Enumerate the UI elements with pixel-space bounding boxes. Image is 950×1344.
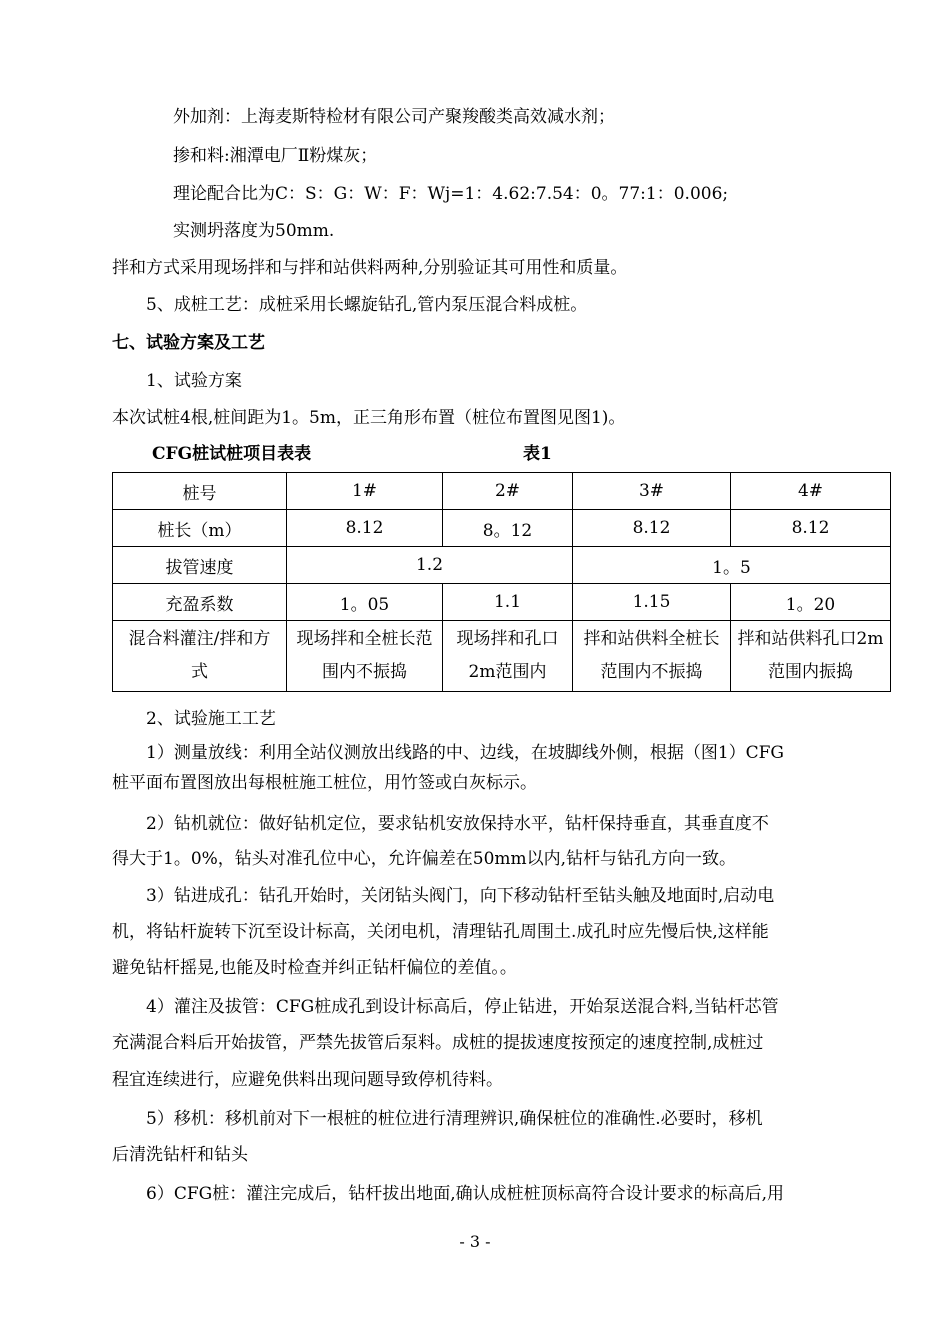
table-row [113,473,891,510]
step-line: 得大于1。0%，钻头对准孔位中心，允许偏差在50mm以内,钻杆与钻孔方向一致。 [112,849,737,869]
step-line: 5）移机：移机前对下一根桩的桩位进行清理辨识,确保桩位的准确性.必要时，移机 [146,1109,763,1129]
paragraph-slump: 实测坍落度为50mm. [173,221,335,241]
header-cell: 桩号 [113,473,287,510]
paragraph-mix-ratio: 理论配合比为C：S：G：W：F：Wj=1：4.62:7.54：0。77:1：0.006; [173,184,729,204]
table-cell: 充盈系数 [113,584,287,621]
paragraph-pile-process: 5、成桩工艺：成桩采用长螺旋钻孔,管内泵压混合料成桩。 [146,295,588,315]
table-cell: 1.1 [443,584,573,621]
step-line: 4）灌注及拔管：CFG桩成孔到设计标高后，停止钻进，开始泵送混合料,当钻杆芯管 [146,997,779,1017]
table-cell: 1。20 [731,584,891,621]
step-line: 桩平面布置图放出每根桩施工桩位，用竹签或白灰标示。 [112,773,537,793]
pile-test-table [112,472,891,692]
table-cell: 拌和站供料孔口2m范围内振捣 [731,621,891,692]
step-line: 6）CFG桩：灌注完成后，钻杆拔出地面,确认成桩桩顶标高符合设计要求的标高后,用 [146,1184,785,1204]
table-cell: 1.15 [573,584,731,621]
table-cell: 拔管速度 [113,547,287,584]
table-cell: 拌和站供料全桩长范围内不振捣 [573,621,731,692]
step-line: 机，将钻杆旋转下沉至设计标高，关闭电机，清理钻孔周围土.成孔时应先慢后快,这样能 [112,922,769,942]
step-line: 1）测量放线：利用全站仪测放出线路的中、边线，在坡脚线外侧，根据（图1）CFG [146,743,785,763]
step-line: 3）钻进成孔：钻孔开始时，关闭钻头阀门，向下移动钻杆至钻头触及地面时,启动电 [146,886,775,906]
subheading-test-plan: 1、试验方案 [146,371,242,391]
table-number: 表1 [523,444,552,464]
table-row [113,547,891,584]
page-number: - 3 - [459,1232,491,1251]
header-cell: 2# [443,473,573,510]
table-cell: 现场拌和孔口2m范围内 [443,621,573,692]
table-cell: 8.12 [731,510,891,547]
table-cell: 现场拌和全桩长范围内不振捣 [287,621,443,692]
header-cell: 3# [573,473,731,510]
table-cell: 1。5 [573,547,891,584]
step-line: 程宜连续进行，应避免供料出现问题导致停机待料。 [112,1070,503,1090]
subheading-construction-process: 2、试验施工工艺 [146,709,276,729]
table-cell: 8.12 [573,510,731,547]
table-caption: CFG桩试桩项目表表 [152,444,312,464]
step-line: 避免钻杆摇晃,也能及时检查并纠正钻杆偏位的差值。。 [112,958,517,978]
header-cell: 1# [287,473,443,510]
header-cell: 4# [731,473,891,510]
step-line: 2）钻机就位：做好钻机定位，要求钻机安放保持水平，钻杆保持垂直，其垂直度不 [146,814,769,834]
paragraph-mixing-method: 拌和方式采用现场拌和与拌和站供料两种,分别验证其可用性和质量。 [112,258,628,278]
table-cell: 1。05 [287,584,443,621]
paragraph-test-plan: 本次试桩4根,桩间距为1。5m，正三角形布置（桩位布置图见图1)。 [112,408,626,428]
paragraph-admixture: 外加剂：上海麦斯特检材有限公司产聚羧酸类高效减水剂； [173,107,615,127]
table-row [113,584,891,621]
table-cell: 8。12 [443,510,573,547]
table-row [113,621,891,692]
table-cell: 1.2 [287,547,573,584]
paragraph-fly-ash: 掺和料:湘潭电厂Ⅱ粉煤灰； [173,146,378,166]
step-line: 充满混合料后开始拔管，严禁先拔管后泵料。成桩的提拔速度按预定的速度控制,成桩过 [112,1033,764,1053]
step-line: 后清洗钻杆和钻头 [112,1145,248,1165]
section-heading: 七、试验方案及工艺 [112,333,265,353]
table-cell: 8.12 [287,510,443,547]
table-row [113,510,891,547]
table-cell: 混合料灌注/拌和方式 [113,621,287,692]
table-cell: 桩长（m） [113,510,287,547]
